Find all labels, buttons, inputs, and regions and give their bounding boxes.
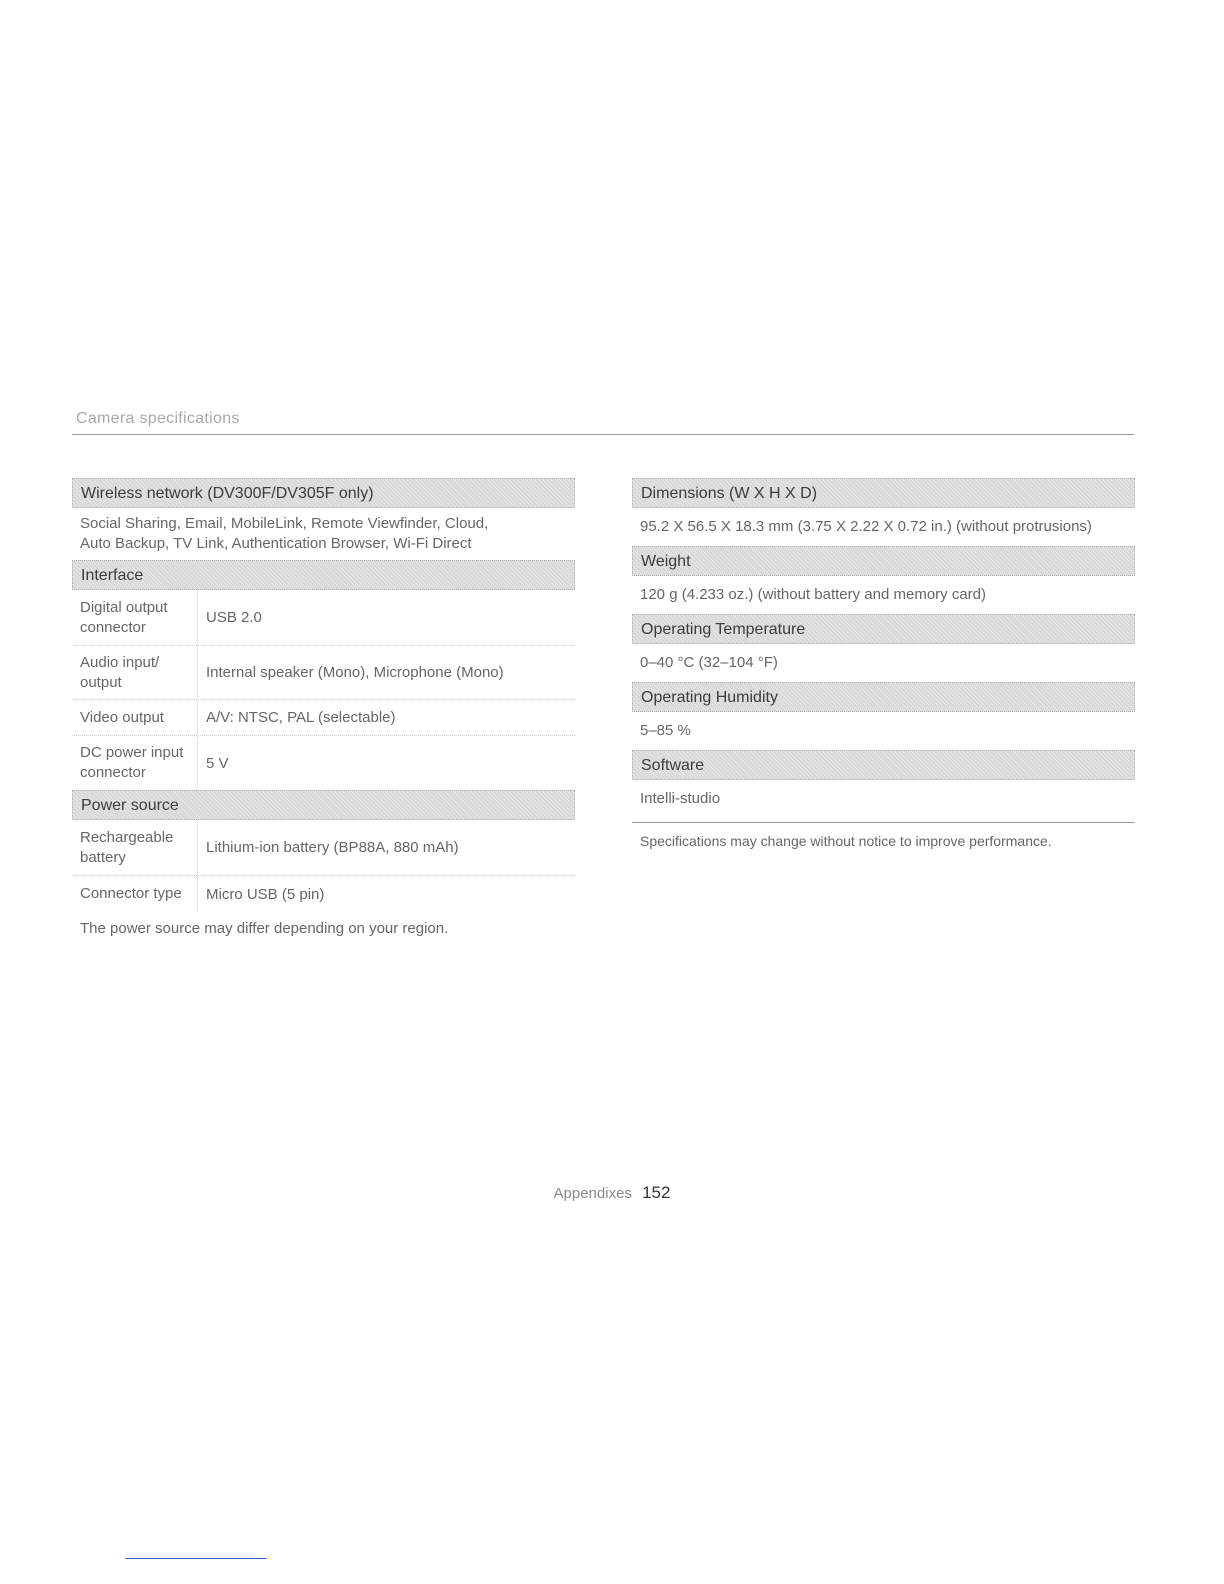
temperature-value: 0–40 °C (32–104 °F) (640, 654, 778, 671)
spec-label: Video output (72, 700, 198, 735)
wireless-features-line2: Auto Backup, TV Link, Authentication Browser, Wi-Fi Direct (80, 535, 472, 552)
weight-value: 120 g (4.233 oz.) (without battery and memory card) (640, 586, 986, 603)
section-header-dimensions: Dimensions (W X H X D) (632, 478, 1135, 508)
spec-label-line1: Rechargeable (80, 828, 174, 846)
spec-label-line1: Digital output (80, 598, 168, 616)
spec-value: A/V: NTSC, PAL (selectable) (206, 709, 396, 726)
spec-label: Connector type (72, 876, 198, 912)
page-footer (0, 1183, 1224, 1203)
humidity-value: 5–85 % (640, 722, 691, 739)
spec-value: Lithium-ion battery (BP88A, 880 mAh) (206, 839, 459, 856)
page-number: 152 (642, 1183, 671, 1202)
dimensions-value: 95.2 X 56.5 X 18.3 mm (3.75 X 2.22 X 0.72 in.) (without protrusions) (640, 518, 1092, 535)
footer-section: Appendixes (553, 1185, 632, 1202)
section-header-wireless: Wireless network (DV300F/DV305F only) (72, 478, 575, 508)
spec-label-line2: connector (80, 618, 146, 636)
power-rows (72, 820, 575, 912)
spec-row-battery (72, 820, 575, 876)
spec-value: Internal speaker (Mono), Microphone (Mono) (206, 664, 504, 681)
section-header-humidity: Operating Humidity (632, 682, 1135, 712)
right-column (632, 478, 1135, 849)
spec-label (72, 646, 198, 699)
section-header-software: Software (632, 750, 1135, 780)
title-rule (72, 434, 1134, 435)
spec-row-dc-power (72, 736, 575, 790)
spec-label-line1: DC power input (80, 744, 184, 761)
spec-label-line2: battery (80, 848, 126, 866)
interface-rows (72, 590, 575, 790)
spec-label-line2: output (80, 673, 122, 691)
section-header-temperature: Operating Temperature (632, 614, 1135, 644)
power-note: The power source may differ depending on your region. (80, 920, 449, 937)
section-header-interface: Interface (72, 560, 575, 590)
section-header-weight: Weight (632, 546, 1135, 576)
spec-label (72, 820, 198, 875)
spec-row-connector-type (72, 876, 575, 912)
bottom-link-underline (125, 1558, 267, 1559)
software-value: Intelli-studio (640, 790, 721, 807)
spec-value: 5 V (206, 754, 229, 772)
wireless-features-line1: Social Sharing, Email, MobileLink, Remote Viewfinder, Cloud, (80, 515, 489, 532)
spec-value: USB 2.0 (206, 609, 262, 626)
wireless-features (72, 508, 575, 560)
spec-row-audio (72, 646, 575, 700)
left-column (72, 478, 575, 937)
spec-value: Micro USB (5 pin) (206, 885, 325, 903)
section-header-power: Power source (72, 790, 575, 820)
spec-label (72, 590, 198, 645)
spec-label-line2: connector (80, 764, 146, 781)
spec-label (72, 736, 198, 790)
specs-note: Specifications may change without notice to improve performance. (640, 833, 1052, 849)
spec-label-line1: Audio input/ (80, 653, 160, 671)
spec-row-video (72, 700, 575, 736)
page-title: Camera specifications (76, 410, 240, 427)
spec-row-digital-output (72, 590, 575, 646)
